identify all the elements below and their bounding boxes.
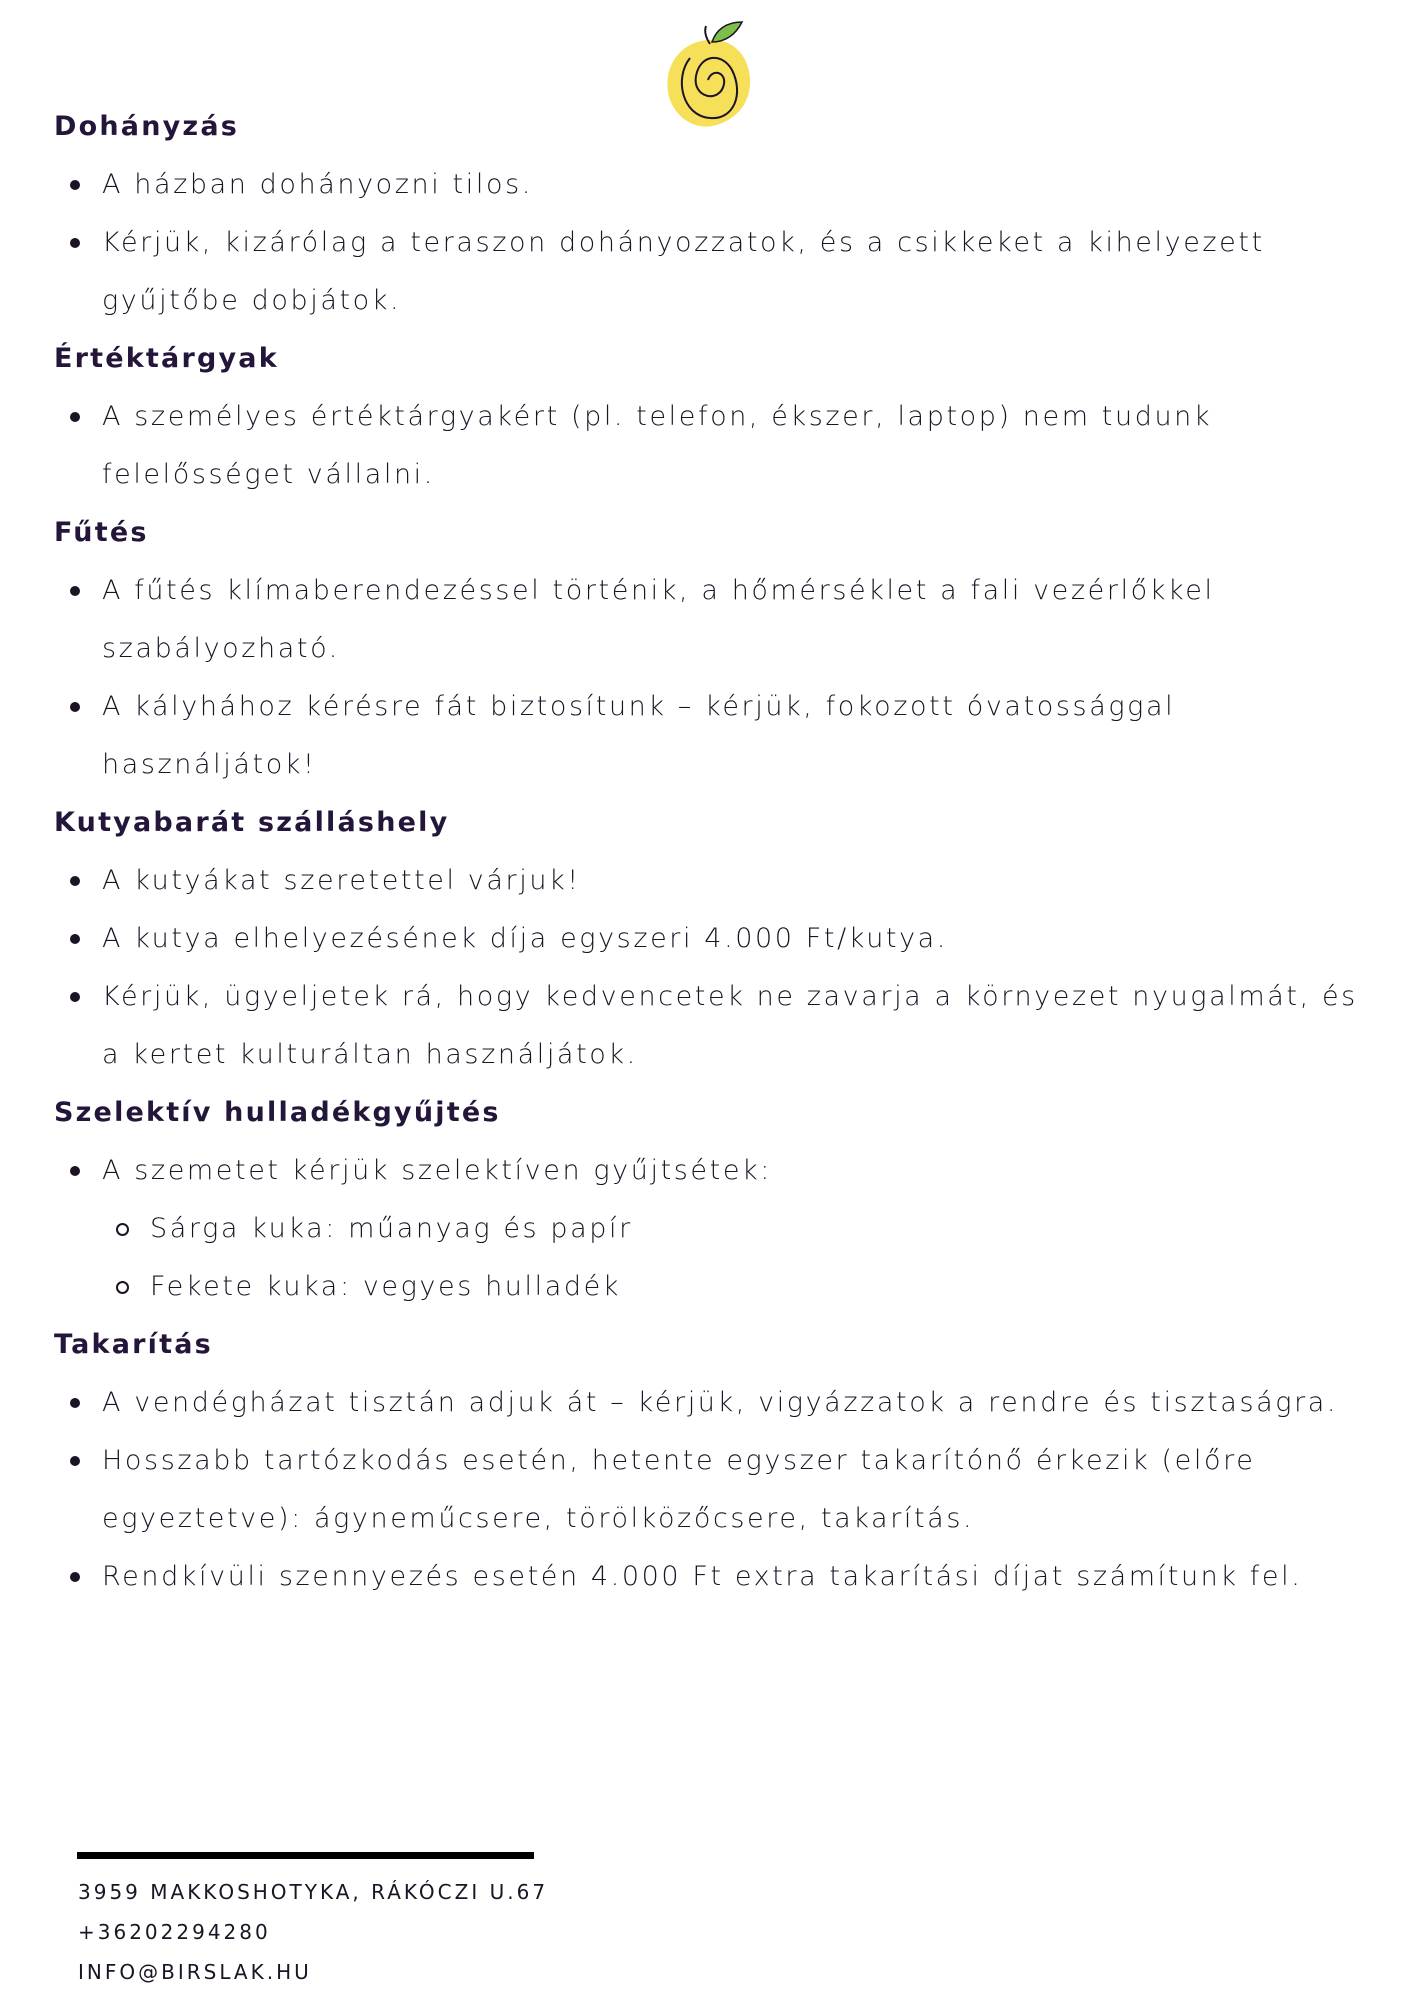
sub-list-item: Sárga kuka: műanyag és papír [102,1200,1374,1258]
footer [78,1872,548,1992]
list-item [54,968,1374,1084]
list-item [54,1548,1374,1606]
list-item-text: A vendégházat tisztán adjuk át – kérjük, vigyázzatok a rendre és tisztaságra. [102,1387,1339,1418]
list-item-text: A szemetet kérjük szelektíven gyűjtsétek: [102,1155,772,1186]
list-item [54,1432,1374,1548]
section-title: Kutyabarát szálláshely [54,807,450,838]
list-item [54,910,1374,968]
footer-phone: +36202294280 [78,1920,271,1944]
sub-list [102,1200,1374,1316]
list-item-text: A házban dohányozni tilos. [102,169,533,200]
rules-content [54,98,1374,1606]
sub-list-item: Fekete kuka: vegyes hulladék [102,1258,1374,1316]
list-item [54,678,1374,794]
list-item [54,1142,1374,1316]
section-list [54,1374,1374,1606]
footer-divider [77,1852,534,1859]
section-title: Szelektív hulladékgyűjtés [54,1097,501,1128]
section-list [54,852,1374,1084]
list-item [54,214,1374,330]
list-item-text: A fűtés klímaberendezéssel történik, a hőmérséklet a fali vezérlőkkel szabályozható. [102,575,1215,664]
section-list [54,156,1374,330]
section-title: Értéktárgyak [54,343,279,374]
list-item-text: A kályhához kérésre fát biztosítunk – kérjük, fokozott óvatossággal használjátok! [102,691,1176,780]
list-item [54,562,1374,678]
list-item-text: Kérjük, ügyeljetek rá, hogy kedvencetek ne zavarja a környezet nyugalmát, és a kertet kulturáltan használjátok. [102,981,1358,1070]
list-item-text: A kutyákat szeretettel várjuk! [102,865,581,896]
list-item-text: A kutya elhelyezésének díja egyszeri 4.000 Ft/kutya. [102,923,948,954]
section-title: Fűtés [54,517,149,548]
section-list [54,388,1374,504]
list-item [54,156,1374,214]
section-title: Takarítás [54,1329,213,1360]
list-item [54,388,1374,504]
list-item-text: A személyes értéktárgyakért (pl. telefon, ékszer, laptop) nem tudunk felelősséget vállalni. [102,401,1213,490]
list-item-text: Hosszabb tartózkodás esetén, hetente egyszer takarítónő érkezik (előre egyeztetve): ágyneműcsere, törölközőcsere, takarítás. [102,1445,1256,1534]
section-list [54,562,1374,794]
list-item-text: Rendkívüli szennyezés esetén 4.000 Ft extra takarítási díjat számítunk fel. [102,1561,1303,1592]
section-list [54,1142,1374,1316]
list-item [54,1374,1374,1432]
footer-email: INFO@BIRSLAK.HU [78,1960,312,1984]
list-item [54,852,1374,910]
section-title: Dohányzás [54,111,240,142]
footer-address: 3959 MAKKOSHOTYKA, RÁKÓCZI U.67 [78,1880,549,1904]
list-item-text: Kérjük, kizárólag a teraszon dohányozzatok, és a csikkeket a kihelyezett gyűjtőbe dobjátok. [102,227,1265,316]
